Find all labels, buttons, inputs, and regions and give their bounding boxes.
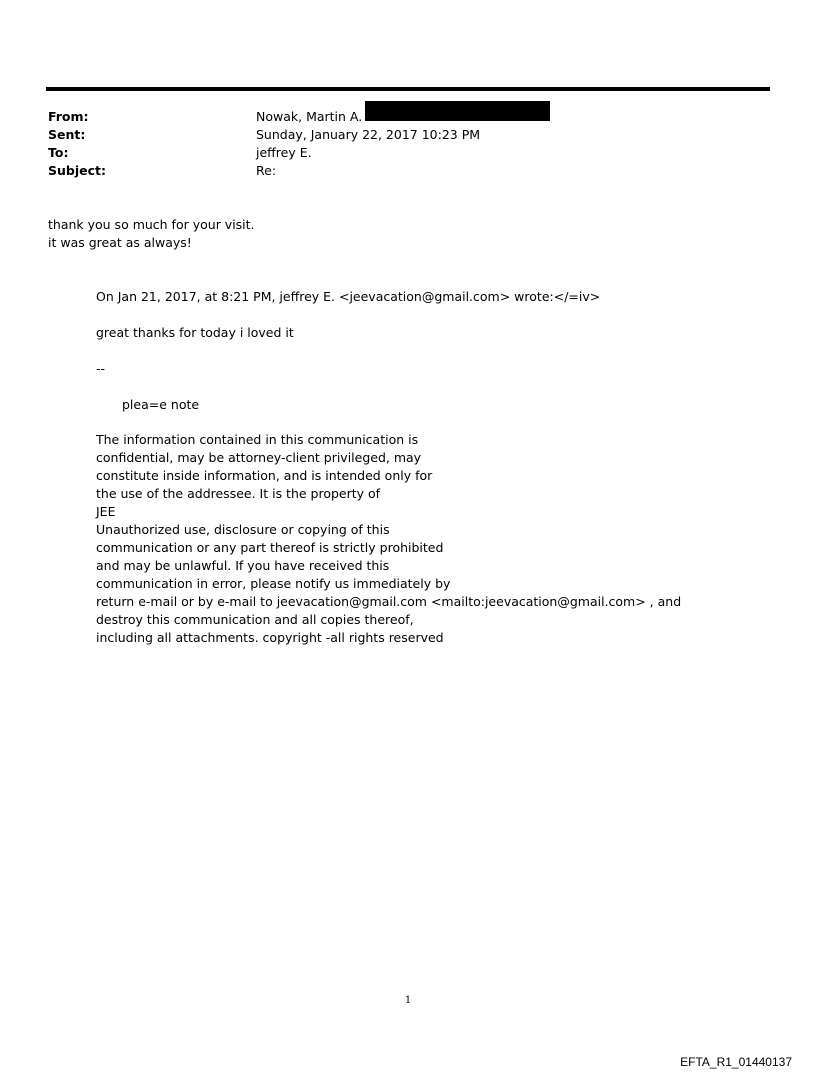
disclaimer-line: and may be unlawful. If you have received this (96, 558, 390, 573)
subject-row (48, 162, 648, 180)
reply-line: it was great as always! (48, 235, 192, 250)
disclaimer-line: Unauthorized use, disclosure or copying of this (96, 522, 390, 537)
to-row (48, 144, 648, 162)
sent-row (48, 126, 648, 144)
to-value: jeffrey E. (256, 145, 312, 160)
sent-value: Sunday, January 22, 2017 10:23 PM (256, 127, 481, 142)
from-row (48, 108, 648, 126)
disclaimer-line: constitute inside information, and is intended only for (96, 468, 433, 483)
subject-value: Re: (256, 163, 277, 178)
redaction-block (365, 101, 550, 121)
disclaimer-block (96, 431, 681, 647)
header-divider-rule (46, 87, 770, 91)
page-number: 1 (404, 995, 412, 1006)
quoted-text: great thanks for today i loved it (96, 325, 294, 340)
signature-separator: -- (96, 361, 106, 376)
to-label: To: (48, 145, 69, 160)
disclaimer-line: JEE (96, 504, 116, 519)
from-value: Nowak, Martin A. (256, 109, 363, 124)
disclaimer-line: return e-mail or by e-mail to jeevacation@gmail.com <mailto:jeevacation@gmail.com> , and (96, 594, 682, 609)
quote-attribution: On Jan 21, 2017, at 8:21 PM, jeffrey E. <jeevacation@gmail.com> wrote:</=iv> (96, 289, 601, 304)
disclaimer-line: including all attachments. copyright -all rights reserved (96, 630, 444, 645)
sent-label: Sent: (48, 127, 86, 142)
bates-number: EFTA_R1_01440137 (680, 1055, 792, 1069)
disclaimer-line: destroy this communication and all copies thereof, (96, 612, 414, 627)
reply-line: thank you so much for your visit. (48, 217, 255, 232)
disclaimer-line: the use of the addressee. It is the property of (96, 486, 381, 501)
disclaimer-line: communication or any part thereof is strictly prohibited (96, 540, 444, 555)
disclaimer-line: communication in error, please notify us immediately by (96, 576, 451, 591)
signature-note: plea=e note (122, 397, 200, 412)
subject-label: Subject: (48, 163, 106, 178)
disclaimer-line: confidential, may be attorney-client privileged, may (96, 450, 422, 465)
from-label: From: (48, 109, 89, 124)
disclaimer-line: The information contained in this communication is (96, 432, 419, 447)
